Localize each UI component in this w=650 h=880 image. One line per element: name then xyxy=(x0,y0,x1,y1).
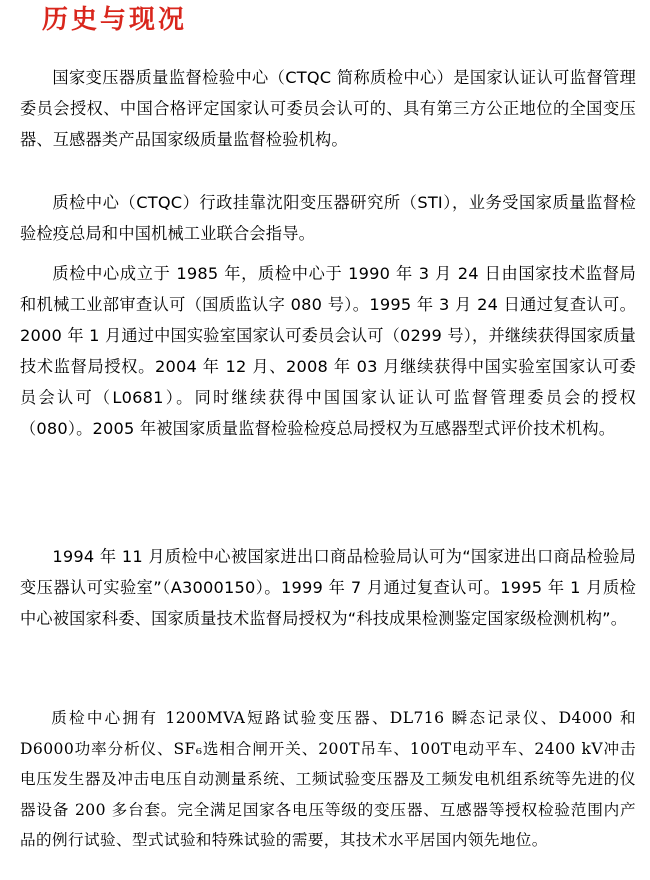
paragraph-history: 质检中心成立于 1985 年，质检中心于 1990 年 3 月 24 日由国家技术监督局和机械工业部审查认可（国质监认字 080 号）。1995 年 3 月 24 日通过复查认可。2000 年 1 月通过中国实验室国家认可委员会认可（0299 号），并继续获得国家质量技术监督局授权。2004 年 12 月、2008 年 03 月继续获得中国实验室国家认可委员会认可（L0681）。同时继续获得中国国家认证认可监督管理委员会的授权（080）。2005 年被国家质量监督检验检疫总局授权为互感器型式评价技术机构。 xyxy=(20,264,636,438)
paragraph-affiliation: 质检中心（CTQC）行政挂靠沈阳变压器研究所（STI），业务受国家质量监督检验检疫总局和中国机械工业联合会指导。 xyxy=(20,193,636,243)
paragraph-introduction: 国家变压器质量监督检验中心（CTQC 简称质检中心）是国家认证认可监督管理委员会授权、中国合格评定国家认可委员会认可的、具有第三方公正地位的全国变压器、互感器类产品国家级质量监督检验机构。 xyxy=(20,68,636,149)
paragraph-equipment: 质检中心拥有 1200MVA短路试验变压器、DL716 瞬态记录仪、D4000 和D6000功率分析仪、SF₆选相合闸开关、200T吊车、100T电动平车、2400 kV冲击电压发生器及冲击电压自动测量系统、工频试验变压器及工频发电机组系统等先进的仪器设备 200 多台套。完全满足国家各电压等级的变压器、互感器等授权检验范围内产品的例行试验、型式试验和特殊试验的需要，其技术水平居国内领先地位。 xyxy=(20,709,636,849)
page-title: 历史与现况 xyxy=(42,5,188,35)
paragraph-accreditation: 1994 年 11 月质检中心被国家进出口商品检验局认可为“国家进出口商品检验局变压器认可实验室”（A3000150）。1999 年 7 月通过复查认可。1995 年 1 月质检中心被国家科委、国家质量技术监督局授权为“科技成果检测鉴定国家级检测机构”。 xyxy=(20,547,636,628)
